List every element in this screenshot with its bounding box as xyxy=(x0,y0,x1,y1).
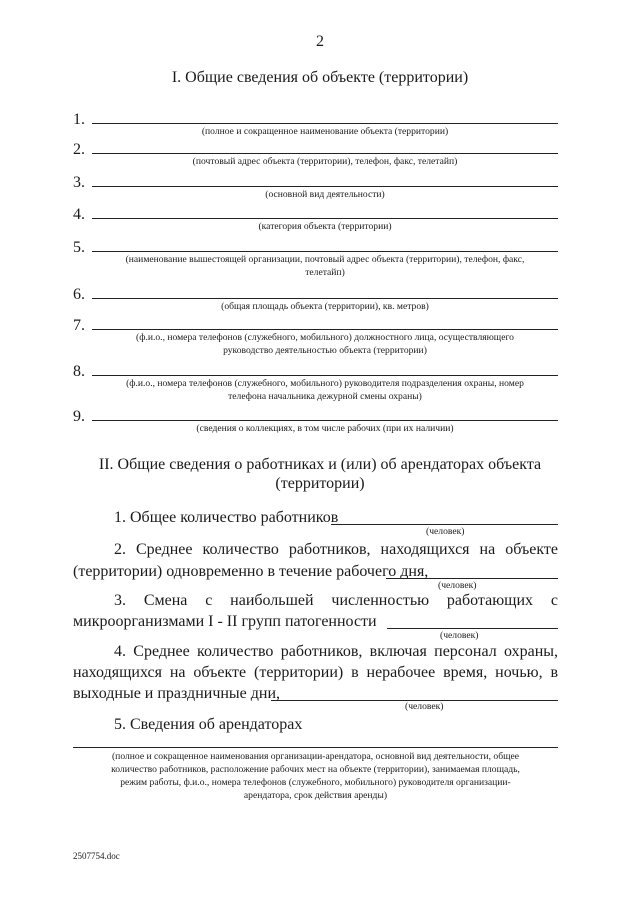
question-5-caption-line: арендатора, срок действия аренды) xyxy=(243,790,388,801)
item-7-answer-field[interactable] xyxy=(92,329,558,330)
item-1-number: 1. xyxy=(73,111,85,128)
question-1-unit: (человек) xyxy=(426,526,465,537)
item-1-answer-field[interactable] xyxy=(92,123,558,124)
item-6-caption xyxy=(92,300,558,313)
question-4-line1: 4. Среднее количество работников, включая персонал охраны, xyxy=(114,643,558,660)
item-7-caption-line: (ф.и.о., номера телефонов (служебного, мобильного) должностного лица, осуществляющего xyxy=(136,332,514,343)
item-6-caption-line: (общая площадь объекта (территории), кв. метров) xyxy=(221,301,429,312)
item-2-caption xyxy=(92,155,558,168)
item-2-answer-field[interactable] xyxy=(92,153,558,154)
item-8-caption-line: телефона начальника дежурной смены охраны) xyxy=(228,391,422,402)
question-2-line1: 2. Среднее количество работников, находящихся на объекте xyxy=(114,541,558,558)
item-9-number: 9. xyxy=(73,408,85,425)
item-8-caption-line: (ф.и.о., номера телефонов (служебного, мобильного) руководителя подразделения охраны, номер xyxy=(126,378,524,389)
page-number: 2 xyxy=(316,33,324,50)
section-2-title-line1: II. Общие сведения о работниках и (или) об арендаторах объекта xyxy=(98,456,542,473)
question-5-text: 5. Сведения об арендаторах xyxy=(114,716,303,733)
question-5-caption-line: режим работы, ф.и.о., номера телефонов (служебного, мобильного) руководителя организации- xyxy=(120,777,511,788)
question-3-line1: 3. Смена с наибольшей численностью работающих с xyxy=(114,592,558,609)
item-5-answer-field[interactable] xyxy=(92,251,558,252)
question-3-answer-field[interactable] xyxy=(387,628,558,629)
question-3-line2: микроорганизмами I - II групп патогенности xyxy=(73,613,377,630)
item-7-caption-line: руководство деятельностью объекта (территории) xyxy=(223,345,427,356)
item-1-caption xyxy=(92,125,558,138)
item-8-answer-field[interactable] xyxy=(92,375,558,376)
item-4-caption-line: (категория объекта (территории) xyxy=(258,221,392,232)
item-8-number: 8. xyxy=(73,363,85,380)
item-4-number: 4. xyxy=(73,206,85,223)
question-4-unit: (человек) xyxy=(405,701,444,712)
item-1-caption-line: (полное и сокращенное наименование объекта (территории) xyxy=(201,126,449,137)
item-6-answer-field[interactable] xyxy=(92,298,558,299)
question-5-answer-field[interactable] xyxy=(73,747,558,748)
section-2-title-line2: (территории) xyxy=(275,475,365,492)
item-5-caption-line: телетайп) xyxy=(305,267,345,278)
item-3-answer-field[interactable] xyxy=(92,186,558,187)
item-9-answer-field[interactable] xyxy=(92,420,558,421)
section-2-title xyxy=(80,455,560,493)
item-5-number: 5. xyxy=(73,239,85,256)
question-2-line2: (территории) одновременно в течение рабочего дня, xyxy=(73,563,429,580)
item-2-caption-line: (почтовый адрес объекта (территории), телефон, факс, телетайп) xyxy=(192,156,458,167)
item-3-caption xyxy=(92,188,558,201)
question-4-line2: находящихся на объекте (территории) в нерабочее время, ночью, в xyxy=(73,664,558,681)
item-7-caption xyxy=(92,331,558,357)
item-8-caption xyxy=(92,377,558,403)
question-3-unit: (человек) xyxy=(440,630,479,641)
document-filename: 2507754.doc xyxy=(73,851,120,861)
question-5-caption-line: (полное и сокращенное наименования организации-арендатора, основной вид деятельности, общее xyxy=(111,751,520,762)
item-5-caption-line: (наименование вышестоящей организации, почтовый адрес объекта (территории), телефон, факс, xyxy=(125,254,525,265)
item-7-number: 7. xyxy=(73,317,85,334)
item-6-number: 6. xyxy=(73,286,85,303)
item-5-caption xyxy=(92,253,558,279)
section-1-title: I. Общие сведения об объекте (территории) xyxy=(171,69,469,86)
question-4-line3: выходные и праздничные дни, xyxy=(73,685,281,702)
item-4-answer-field[interactable] xyxy=(92,218,558,219)
item-3-caption-line: (основной вид деятельности) xyxy=(265,189,385,200)
question-2-answer-field[interactable] xyxy=(386,578,558,579)
item-4-caption xyxy=(92,220,558,233)
question-2-unit: (человек) xyxy=(438,580,477,591)
question-5-caption-line: количество работников, расположение рабочих мест на объекте (территории), занимаемая площадь, xyxy=(111,764,520,775)
question-1-answer-field[interactable] xyxy=(331,524,558,525)
question-1-text: 1. Общее количество работников xyxy=(114,509,339,526)
item-9-caption xyxy=(92,422,558,435)
item-3-number: 3. xyxy=(73,174,85,191)
item-2-number: 2. xyxy=(73,141,85,158)
item-9-caption-line: (сведения о коллекциях, в том числе рабочих (при их наличии) xyxy=(196,423,454,434)
question-5-caption xyxy=(73,750,558,802)
